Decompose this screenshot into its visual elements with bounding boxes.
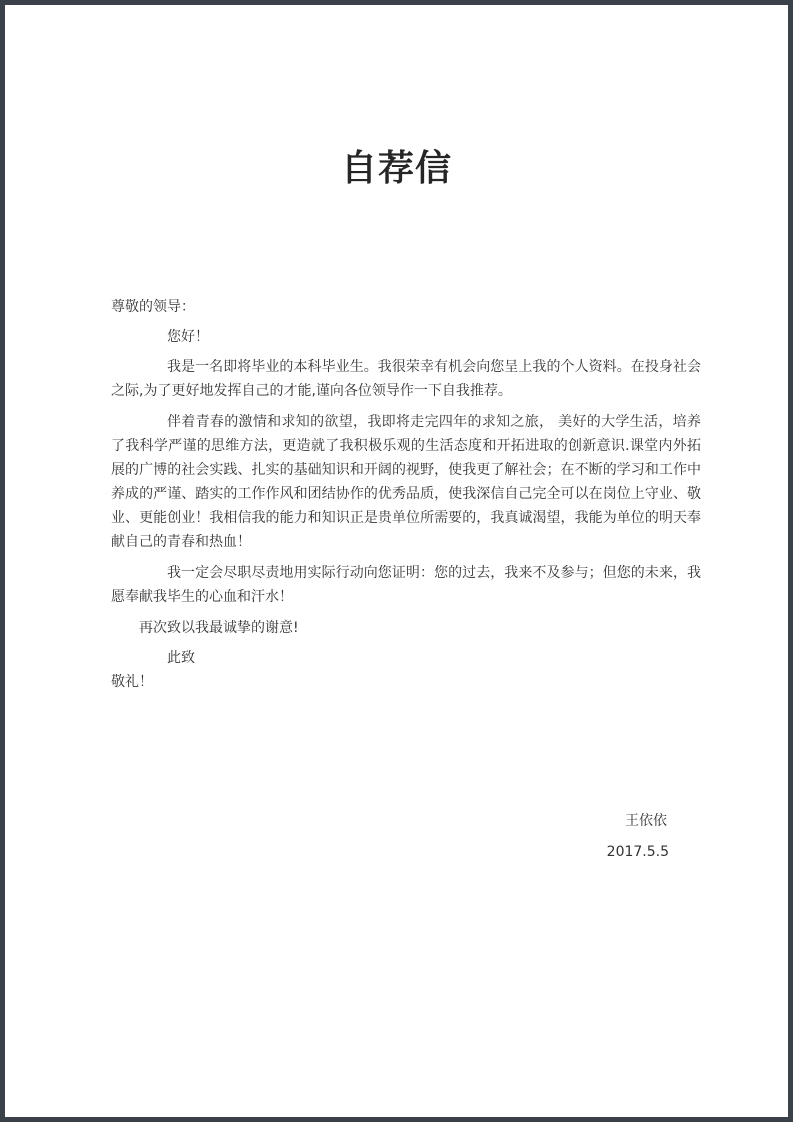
greeting: 您好！ xyxy=(167,329,209,345)
signature-date: 2017.5.5 xyxy=(606,844,669,860)
paragraph-commitment: 我一定会尽职尽责地用实际行动向您证明：您的过去，我来不及参与；但您的未来，我愿奉献我毕生的心血和汗水！ xyxy=(111,565,701,605)
signature-name: 王依依 xyxy=(625,813,667,829)
closing-cizhi: 此致 xyxy=(167,650,195,666)
letter-title: 自荐信 xyxy=(340,148,452,189)
closing-jingli: 敬礼！ xyxy=(111,674,153,690)
salutation: 尊敬的领导： xyxy=(111,299,195,315)
letter-body xyxy=(111,295,701,694)
paragraph-experience: 伴着青春的激情和求知的欲望，我即将走完四年的求知之旅， 美好的大学生活，培养了我科学严谨的思维方法，更造就了我积极乐观的生活态度和开拓进取的创新意识.课堂内外拓展的广博的社会实践、扎实的基础知识和开阔的视野，使我更了解社会；在不断的学习和工作中养成的严谨、踏实的工作作风和团结协作的优秀品质，使我深信自己完全可以在岗位上守业、敬业、更能创业！我相信我的能力和知识正是贵单位所需要的，我真诚渴望，我能为单位的明天奉献自己的青春和热血！ xyxy=(111,414,701,550)
thanks-line: 再次致以我最诚挚的谢意! xyxy=(139,620,299,636)
paragraph-intro: 我是一名即将毕业的本科毕业生。我很荣幸有机会向您呈上我的个人资料。在投身社会之际,为了更好地发挥自己的才能,谨向各位领导作一下自我推荐。 xyxy=(111,359,701,399)
